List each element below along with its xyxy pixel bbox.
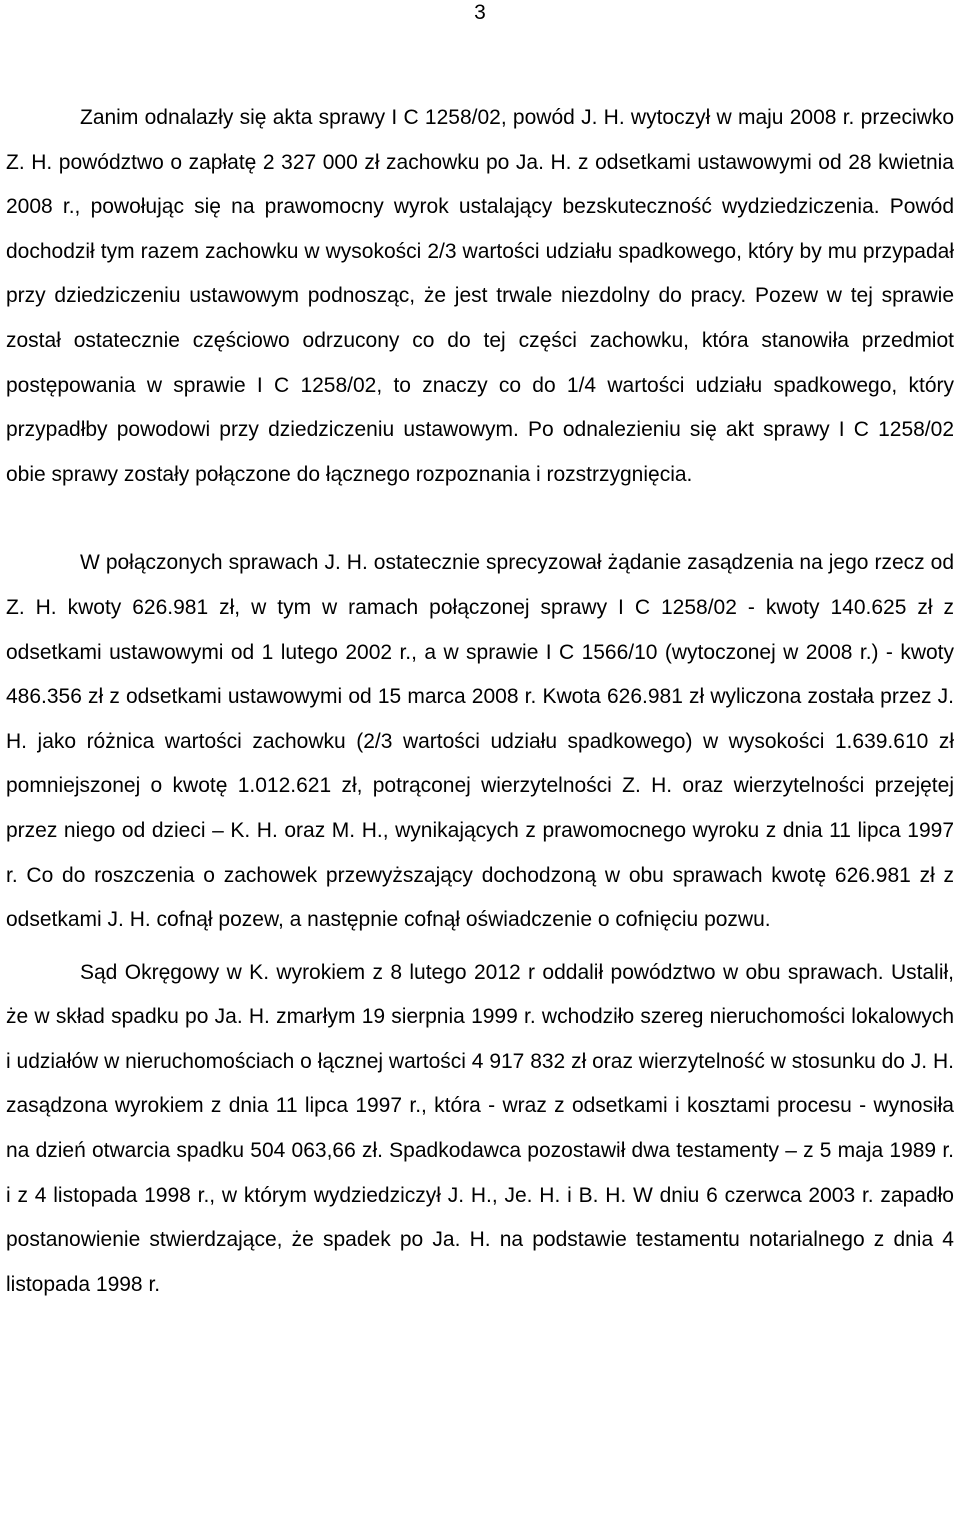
paragraph-spacer xyxy=(6,497,954,541)
document-body xyxy=(6,96,954,1307)
paragraph-1: Zanim odnalazły się akta sprawy I C 1258/02, powód J. H. wytoczył w maju 2008 r. przeciwko Z. H. powództwo o zapłatę 2 327 000 zł zachowku po Ja. H. z odsetkami ustawowymi od 28 kwietnia 2008 r., powołując się na prawomocny wyrok ustalający bezskuteczność wydziedziczenia. Powód dochodził tym razem zachowku w wysokości 2/3 wartości udziału spadkowego, który by mu przypadał przy dziedziczeniu ustawowym podnosząc, że jest trwale niezdolny do pracy. Pozew w tej sprawie został ostatecznie częściowo odrzucony co do tej części zachowku, która stanowiła przedmiot postępowania w sprawie I C 1258/02, to znaczy co do 1/4 wartości udziału spadkowego, który przypadłby powodowi przy dziedziczeniu ustawowym. Po odnalezieniu się akt sprawy I C 1258/02 obie sprawy zostały połączone do łącznego rozpoznania i rozstrzygnięcia. xyxy=(6,106,954,486)
paragraph-spacer xyxy=(6,943,954,951)
paragraph-2: W połączonych sprawach J. H. ostatecznie sprecyzował żądanie zasądzenia na jego rzecz od Z. H. kwoty 626.981 zł, w tym w ramach połączonej sprawy I C 1258/02 - kwoty 140.625 zł z odsetkami ustawowymi od 1 lutego 2002 r., a w sprawie I C 1566/10 (wytoczonej w 2008 r.) - kwoty 486.356 zł z odsetkami ustawowymi od 15 marca 2008 r. Kwota 626.981 zł wyliczona została przez J. H. jako różnica wartości zachowku (2/3 wartości udziału spadkowego) w wysokości 1.639.610 zł pomniejszonej o kwotę 1.012.621 zł, potrąconej wierzytelności Z. H. oraz wierzytelności przejętej przez niego od dzieci – K. H. oraz M. H., wynikających z prawomocnego wyroku z dnia 11 lipca 1997 r. Co do roszczenia o zachowek przewyższający dochodzoną w obu sprawach kwotę 626.981 zł z odsetkami J. H. cofnął pozew, a następnie cofnął oświadczenie o cofnięciu pozwu. xyxy=(6,551,954,932)
paragraph-3: Sąd Okręgowy w K. wyrokiem z 8 lutego 2012 r oddalił powództwo w obu sprawach. Ustalił, że w skład spadku po Ja. H. zmarłym 19 sierpnia 1999 r. wchodziło szereg nieruchomości lokalowych i udziałów w nieruchomościach o łącznej wartości 4 917 832 zł oraz wierzytelność w stosunku do J. H. zasądzona wyrokiem z dnia 11 lipca 1997 r., która - wraz z odsetkami i kosztami procesu - wynosiła na dzień otwarcia spadku 504 063,66 zł. Spadkodawca pozostawił dwa testamenty – z 5 maja 1989 r. i z 4 listopada 1998 r., w którym wydziedziczył J. H., Je. H. i B. H. W dniu 6 czerwca 2003 r. zapadło postanowienie stwierdzające, że spadek po Ja. H. na podstawie testamentu notarialnego z dnia 4 listopada 1998 r. xyxy=(6,960,954,1296)
page-number: 3 xyxy=(474,1,486,24)
